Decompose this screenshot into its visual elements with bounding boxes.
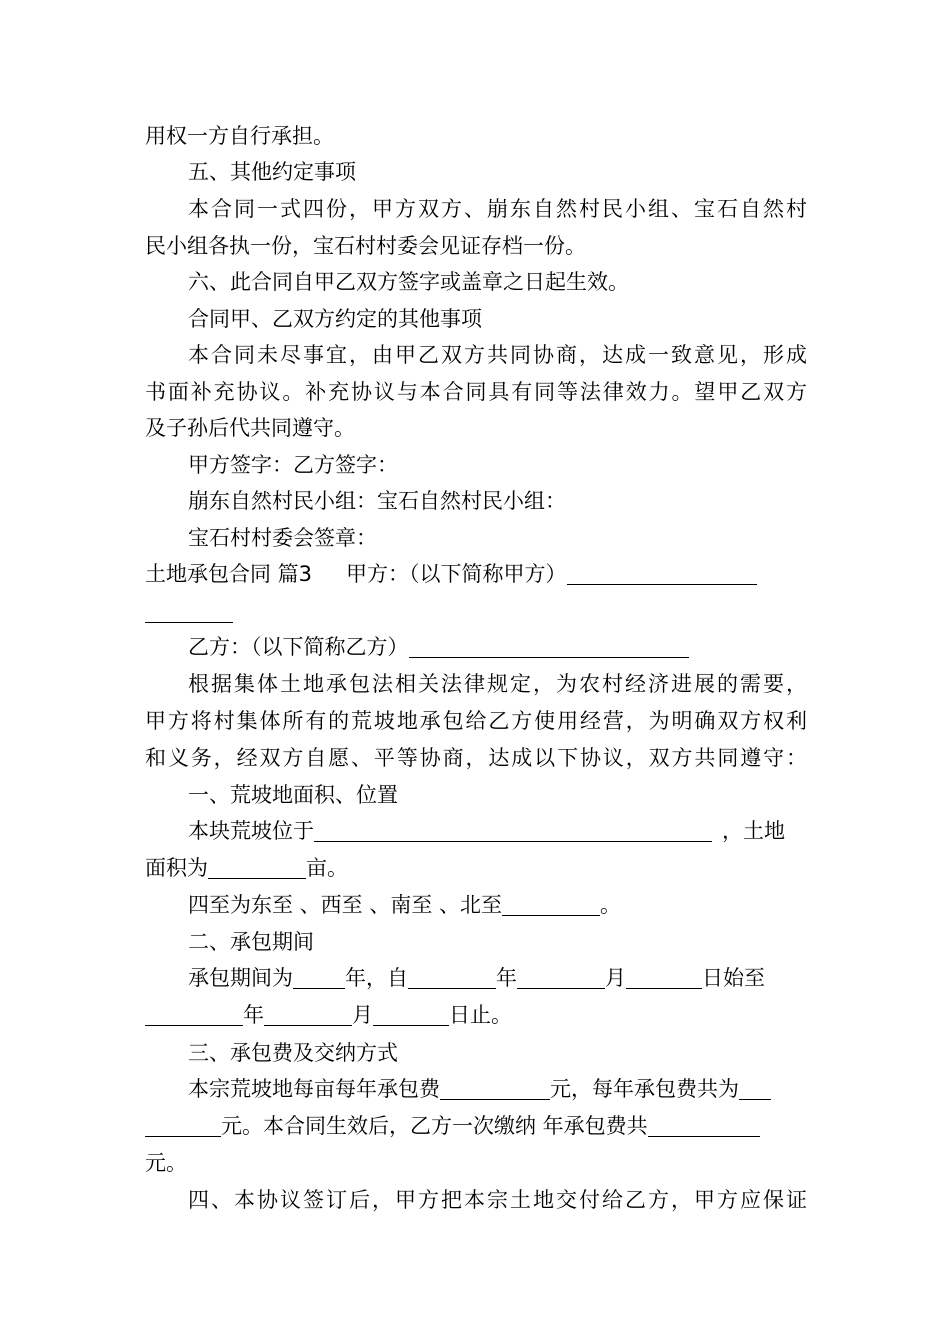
text-span: 年 (243, 1003, 264, 1027)
area-blank (208, 854, 306, 879)
signature-line: 甲方签字：乙方签字： (188, 453, 398, 477)
area-line (145, 850, 807, 886)
party-a-blank (567, 560, 757, 585)
text-span: 元。本合同生效后，乙方一次缴纳 年承包费共 (221, 1114, 648, 1138)
text-line: 六、此合同自甲乙双方签字或盖章之日起生效。 (188, 270, 629, 294)
text-line: 根据集体土地承包法相关法律规定，为农村经济进展的需要， (188, 672, 807, 696)
period-line (145, 960, 807, 996)
text-span: ，土地 (722, 819, 785, 843)
text-line: 民小组各执一份，宝石村村委会见证存档一份。 (145, 234, 586, 258)
party-b-line (145, 629, 807, 665)
contract-heading-line (145, 556, 807, 592)
text-line: 用权一方自行承担。 (145, 124, 334, 148)
section-heading: 二、承包期间 (188, 930, 314, 954)
total-fee-blank (648, 1112, 760, 1137)
text-line: 元。 (145, 1151, 187, 1175)
party-a-blank-cont-line (145, 594, 807, 630)
boundaries-blank (502, 891, 600, 916)
annual-fee-blank-cont (145, 1112, 221, 1137)
fee-per-mu-blank (440, 1075, 550, 1100)
text-line: 及子孙后代共同遵守。 (145, 416, 355, 440)
party-b-label: 乙方：（以下简称乙方） (188, 635, 409, 659)
end-month-blank (264, 1001, 352, 1026)
signature-line: 崩东自然村民小组：宝石自然村民小组： (188, 489, 566, 513)
text-line: 本合同一式四份，甲方双方、崩东自然村民小组、宝石自然村 (188, 197, 807, 221)
location-blank (314, 817, 712, 842)
section-heading: 五、其他约定事项 (188, 160, 356, 184)
boundaries-line (145, 887, 807, 923)
fee-line-2 (145, 1108, 807, 1144)
text-span: 面积为 (145, 856, 208, 880)
text-span: 月 (605, 966, 626, 990)
text-span: 月 (352, 1003, 373, 1027)
period-end-line (145, 997, 807, 1033)
text-span: 。 (600, 893, 622, 917)
text-line: 四、本协议签订后，甲方把本宗土地交付给乙方，甲方应保证 (188, 1188, 807, 1212)
end-day-blank (373, 1001, 449, 1026)
signature-line: 宝石村村委会签章： (188, 526, 377, 550)
text-span: 四至为东至 、西至 、南至 、北至 (188, 893, 503, 917)
text-span: 本块荒坡位于 (188, 819, 314, 843)
text-span: 年 (496, 966, 517, 990)
start-day-blank (626, 964, 702, 989)
party-a-label: 甲方：（以下简称甲方） (346, 562, 567, 586)
annual-fee-blank (739, 1075, 771, 1100)
text-span: 本宗荒坡地每亩每年承包费 (188, 1077, 440, 1101)
text-line: 和义务，经双方自愿、平等协商，达成以下协议，双方共同遵守： (145, 746, 807, 770)
text-span: 元，每年承包费共为 (550, 1077, 739, 1101)
section-heading: 三、承包费及交纳方式 (188, 1041, 398, 1065)
text-line: 书面补充协议。补充协议与本合同具有同等法律效力。望甲乙双方 (145, 380, 807, 404)
party-b-blank (409, 633, 689, 658)
text-span: 亩。 (306, 856, 348, 880)
section-heading: 一、荒坡地面积、位置 (188, 783, 398, 807)
text-line: 甲方将村集体所有的荒坡地承包给乙方使用经营，为明确双方权利 (145, 709, 807, 733)
text-span: 承包期间为 (188, 966, 293, 990)
contract-title: 土地承包合同 篇3 (145, 562, 313, 586)
party-a-blank-cont (145, 598, 233, 623)
location-line (145, 813, 807, 849)
text-span: 日止。 (449, 1003, 512, 1027)
fee-line (145, 1071, 807, 1107)
start-month-blank (517, 964, 605, 989)
start-year-blank (408, 964, 496, 989)
text-span: 年，自 (345, 966, 408, 990)
section-heading: 合同甲、乙双方约定的其他事项 (188, 307, 482, 331)
text-line: 本合同未尽事宜，由甲乙双方共同协商，达成一致意见，形成 (188, 343, 807, 367)
end-year-blank (145, 1001, 243, 1026)
text-span: 日始至 (702, 966, 765, 990)
years-blank (293, 964, 345, 989)
